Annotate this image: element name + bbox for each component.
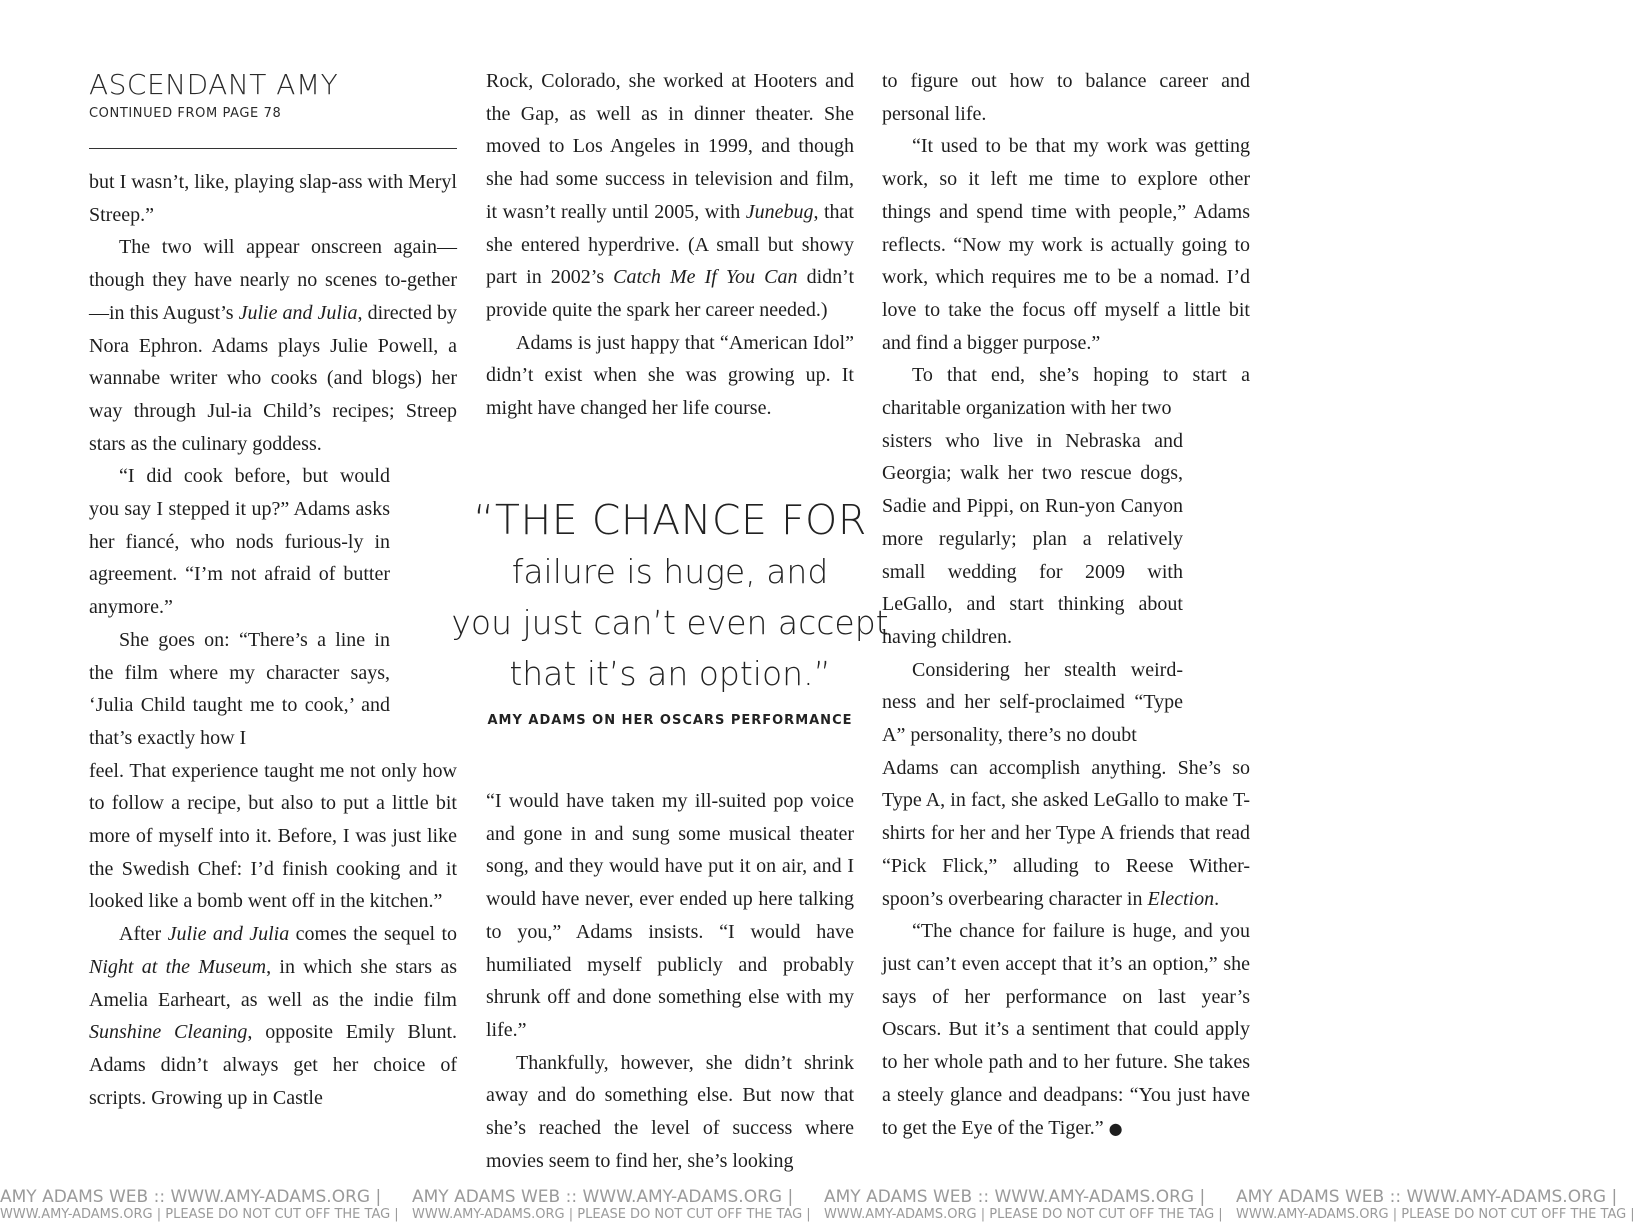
column-2-bottom: [486, 785, 854, 1177]
c2-paragraph-2: Adams is just happy that “American Idol” didn’t exist when she was growing up. It might have changed her life course.: [486, 331, 854, 420]
c3-p4b-text-a: Adams can accomplish anything. She’s so Type A, in fact, she asked LeGallo to make T-shirts for her and her Type A friends that read “Pick Flick,” alluding to Reese Wither-spoon’s overbearing character in: [882, 756, 1250, 910]
header-divider: [89, 148, 457, 149]
c1-p2-text-a: The two will appear onscreen again—though they have nearly no scenes to-gether—in this August’s: [89, 236, 457, 324]
c3-paragraph-3a: To that end, she’s hoping to start a charitable organization with her two: [882, 364, 1250, 420]
c2-p1-text-c: , that she entered hyperdrive. (A small but showy part in 2002’s: [486, 200, 854, 289]
pull-quote-line-4: that it’s an option.”: [509, 654, 831, 693]
c3-p5-text: “The chance for failure is huge, and you just can’t even accept that it’s an option,” she says of her performance on last year’s Oscars. But it’s a sentiment that could apply to her whole path and to her future. She takes a steely glance and deadpans: “You just have to get the Eye of the Tiger.”: [882, 920, 1250, 1139]
watermark-line-1: [0, 1187, 1618, 1207]
c2-p1-text-a: Rock, Colorado, she worked at Hooters and the Gap, as well as in dinner theater. She moved to Los Angeles in 1999, and though she had some success in television and film, it wasn’t really until 2005, with: [486, 70, 854, 223]
c1-paragraph-3: “I did cook before, but would you say I stepped it up?” Adams asks her fiancé, who nods furious-ly in agreement. “I’m not afraid of butter anymore.”: [89, 465, 390, 619]
watermark-segment: AMY ADAMS WEB :: WWW.AMY-ADAMS.ORG |: [824, 1187, 1206, 1207]
c1-p5-text-c: comes the sequel to: [289, 923, 457, 946]
watermark-segment: AMY ADAMS WEB :: WWW.AMY-ADAMS.ORG |: [1236, 1187, 1618, 1207]
c3-paragraph-5: [882, 915, 1250, 1145]
column-3: [882, 65, 1250, 1145]
c1-p5-text-g: , opposite Emily Blunt. Adams didn’t always get her choice of scripts. Growing up in Castle: [89, 1021, 457, 1109]
c2-p1-text-e: didn’t provide quite the spark her career needed.): [486, 266, 854, 321]
c3-p4b-text-c: .: [1214, 887, 1220, 910]
c1-p5-text-e: , in which she stars as Amelia Earheart, as well as the indie film: [89, 955, 457, 1011]
c1-p5-title-1: Julie and Julia: [167, 923, 290, 946]
pull-quote-line-1: “THE CHANCE FOR: [473, 496, 867, 544]
continued-from-label: CONTINUED FROM PAGE 78: [89, 106, 282, 121]
c1-p5-title-3: Sunshine Cleaning: [89, 1021, 248, 1044]
c1-paragraph-4a: She goes on: “There’s a line in the film where my character says, ‘Julia Child taught me to cook,’ and that’s exactly how I: [89, 628, 390, 749]
c1-p5-text-a: After: [119, 923, 168, 946]
c2-paragraph-3: “I would have taken my ill-suited pop voice and gone in and sung some musical theater song, and they would have put it on air, and I would have never, ever ended up here talking to you,” Adams insists. “I would have humiliated myself publicly and probably shrunk off and done something else with my life.”: [486, 790, 854, 1041]
c3-paragraph-4a: Considering her stealth weird-ness and her self-proclaimed “Type A” personality, there’s no doubt: [882, 658, 1183, 747]
c3-p4b-title: Election: [1147, 887, 1215, 910]
article-header-title: ASCENDANT AMY: [89, 68, 339, 101]
c1-paragraph-2: [89, 231, 457, 460]
watermark-segment: WWW.AMY-ADAMS.ORG | PLEASE DO NOT CUT OFF THE TAG |: [824, 1207, 1223, 1222]
watermark-segment: WWW.AMY-ADAMS.ORG | PLEASE DO NOT CUT OFF THE TAG |: [412, 1207, 811, 1222]
watermark-segment: AMY ADAMS WEB :: WWW.AMY-ADAMS.ORG |: [0, 1187, 382, 1207]
pull-quote-line-2: failure is huge, and: [511, 552, 829, 591]
column-2-top: [486, 65, 854, 425]
c3-paragraph-3b: sisters who live in Nebraska and Georgia; walk her two rescue dogs, Sadie and Pippi, on Run-yon Canyon more regularly; plan a relatively small wedding for 2009 with LeGallo, and start thinking about having children.: [882, 429, 1183, 648]
watermark-line-2: [0, 1207, 1635, 1222]
watermark-segment: WWW.AMY-ADAMS.ORG | PLEASE DO NOT CUT OFF THE TAG |: [0, 1207, 399, 1222]
c1-p5-title-2: Night at the Museum: [89, 955, 267, 978]
c3-paragraph-1: to figure out how to balance career and personal life.: [882, 70, 1250, 125]
c1-p2-title: Julie and Julia: [238, 301, 358, 324]
c1-paragraph-4b: feel. That experience taught me not only how to follow a recipe, but also to put a little bit more of myself into it. Before, I was just like the Swedish Chef: I’d finish cooking and it looked like a bomb went off in the kitchen.”: [89, 759, 457, 913]
watermark-segment: WWW.AMY-ADAMS.ORG | PLEASE DO NOT CUT OFF THE TAG |: [1236, 1207, 1635, 1222]
c2-paragraph-1: [486, 65, 854, 327]
c1-paragraph-1: but I wasn’t, like, playing slap-ass with Meryl Streep.”: [89, 171, 457, 226]
pull-quote-attribution: AMY ADAMS ON HER OSCARS PERFORMANCE: [487, 713, 853, 728]
c3-paragraph-4b: [882, 752, 1250, 916]
end-mark-icon: ●: [1108, 1118, 1123, 1138]
c2-paragraph-4: Thankfully, however, she didn’t shrink away and do something else. But now that she’s reached the level of success where movies seem to find her, she’s looking: [486, 1051, 854, 1172]
c3-paragraph-2: “It used to be that my work was getting work, so it left me time to explore other things and spend time with people,” Adams reflects. “Now my work is actually going to work, which requires me to be a nomad. I’d love to take the focus off myself a little bit and find a bigger purpose.”: [882, 135, 1250, 354]
c2-p1-title-2: Catch Me If You Can: [613, 266, 798, 289]
c1-p2-text-c: , directed by Nora Ephron. Adams plays Julie Powell, a wannabe writer who cooks (and blogs) her way through Jul-ia Child’s recipes; Streep stars as the culinary goddess.: [89, 301, 458, 455]
watermark-segment: AMY ADAMS WEB :: WWW.AMY-ADAMS.ORG |: [412, 1187, 794, 1207]
pull-quote: [440, 494, 900, 728]
column-1: [89, 166, 457, 1114]
c2-p1-title-1: Junebug: [745, 200, 814, 223]
c1-paragraph-5: [89, 918, 457, 1114]
pull-quote-line-3: you just can’t even accept: [451, 603, 889, 642]
